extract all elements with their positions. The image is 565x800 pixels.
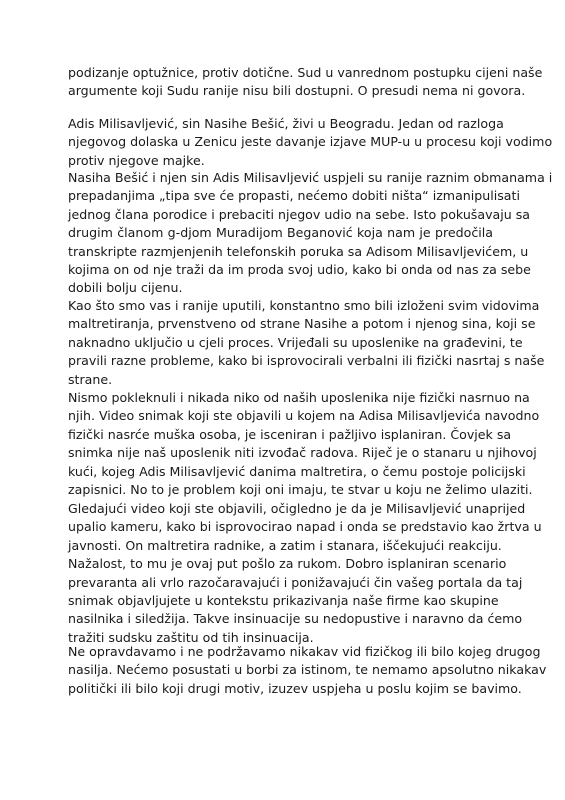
text-line: nasilja. Nećemo posustati u borbi za istinom, te nemamo apsolutno nikakav xyxy=(68,662,547,678)
text-line: Adis Milisavljević, sin Nasihe Bešić, živi u Beogradu. Jedan od razloga xyxy=(68,116,504,131)
paragraph-3 xyxy=(68,169,553,298)
text-line: njih. Video snimak koji ste objavili u kojem na Adisa Milisavljevića navodno xyxy=(68,408,540,424)
text-line: tražiti sudsku zaštitu od tih insinuacija. xyxy=(68,629,314,645)
text-line: naknadno uključio u cjeli proces. Vrijeđali su uposlenike na građevini, te xyxy=(68,334,523,350)
text-line: Kao što smo vas i ranije uputili, konstantno smo bili izloženi svim vidovima xyxy=(68,298,540,313)
text-line: kući, kojeg Adis Milisavljević danima maltretira, o čemu postoje policijski xyxy=(68,463,526,479)
text-line: drugim članom g-djom Muradijom Beganović koja nam je predočila xyxy=(68,225,493,241)
text-line: transkripte razmjenjenih telefonskih poruka sa Adisom Milisavljevićem, u xyxy=(68,243,529,259)
text-line: Nasiha Bešić i njen sin Adis Milisavljević uspjeli su ranije raznim obmanama i xyxy=(68,170,553,185)
text-line: Nismo pokleknuli i nikada niko od naših uposlenika nije fizički nasrnuo na xyxy=(68,390,530,405)
paragraph-7 xyxy=(68,643,547,698)
text-line: Nažalost, to mu je ovaj put pošlo za rukom. Dobro isplaniran scenario xyxy=(68,556,507,572)
text-line: javnosti. On maltretira radnike, a zatim i stanara, iščekujući reakciju. xyxy=(68,537,502,553)
text-line: kojima on od nje traži da im proda svoj udio, kako bi onda od nas za sebe xyxy=(68,261,531,277)
text-line: snimak objavljujete u kontekstu prikazivanja naše firme kao skupine xyxy=(68,592,499,608)
text-line: prepadanjima „tipa sve će propasti, nećemo dobiti ništa“ izmanipulisati xyxy=(68,188,520,204)
text-line: jednog člana porodice i prebaciti njegov udio na sebe. Isto pokušavaju sa xyxy=(68,206,531,222)
text-line: argumente koji Sudu ranije nisu bili dostupni. O presudi nema ni govora. xyxy=(68,83,526,99)
text-line: strane. xyxy=(68,371,113,387)
text-line: politički ili bilo koji drugi motiv, izuzev uspjeha u poslu kojim se bavimo. xyxy=(68,680,522,696)
text-line: protiv njegove majke. xyxy=(68,152,205,168)
paragraph-6 xyxy=(68,500,542,647)
text-line: podizanje optužnice, protiv dotične. Sud u vanrednom postupku cijeni naše xyxy=(68,65,543,80)
text-line: njegovog dolaska u Zenicu jeste davanje izjave MUP-u u procesu koji vodimo xyxy=(68,134,553,150)
paragraph-4 xyxy=(68,297,545,389)
text-line: Ne opravdavamo i ne podržavamo nikakav vid fizičkog ili bilo kojeg drugog xyxy=(68,644,541,659)
text-line: snimka nije naš uposlenik niti izvođač radova. Riječ je o stanaru u njihovoj xyxy=(68,445,537,461)
text-line: prevaranta ali vrlo razočaravajući i ponižavajući čin vašeg portala da taj xyxy=(68,574,523,590)
paragraph-5 xyxy=(68,389,540,499)
text-line: maltretiranja, prvenstveno od strane Nasihe a potom i njenog sina, koji se xyxy=(68,316,536,332)
paragraph-2 xyxy=(68,115,553,170)
text-line: nasilnika i siledžija. Takve insinuacije su nedopustive i naravno da ćemo xyxy=(68,611,523,627)
paragraph-1 xyxy=(68,64,543,101)
text-line: pravili razne probleme, kako bi isprovocirali verbalni ili fizički nasrtaj s naše xyxy=(68,353,545,369)
text-line: upalio kameru, kako bi isprovocirao napad i onda se predstavio kao žrtva u xyxy=(68,519,542,535)
text-line: Gledajući video koji ste objavili, očigledno je da je Milisavljević unaprijed xyxy=(68,501,526,516)
text-line: dobili bolju cijenu. xyxy=(68,280,183,296)
text-line: fizički nasrće muška osoba, je isceniran i pažljivo isplaniran. Čovjek sa xyxy=(68,426,512,442)
text-line: zapisnici. No to je problem koji oni imaju, te stvar u koju ne želimo ulaziti. xyxy=(68,481,533,497)
